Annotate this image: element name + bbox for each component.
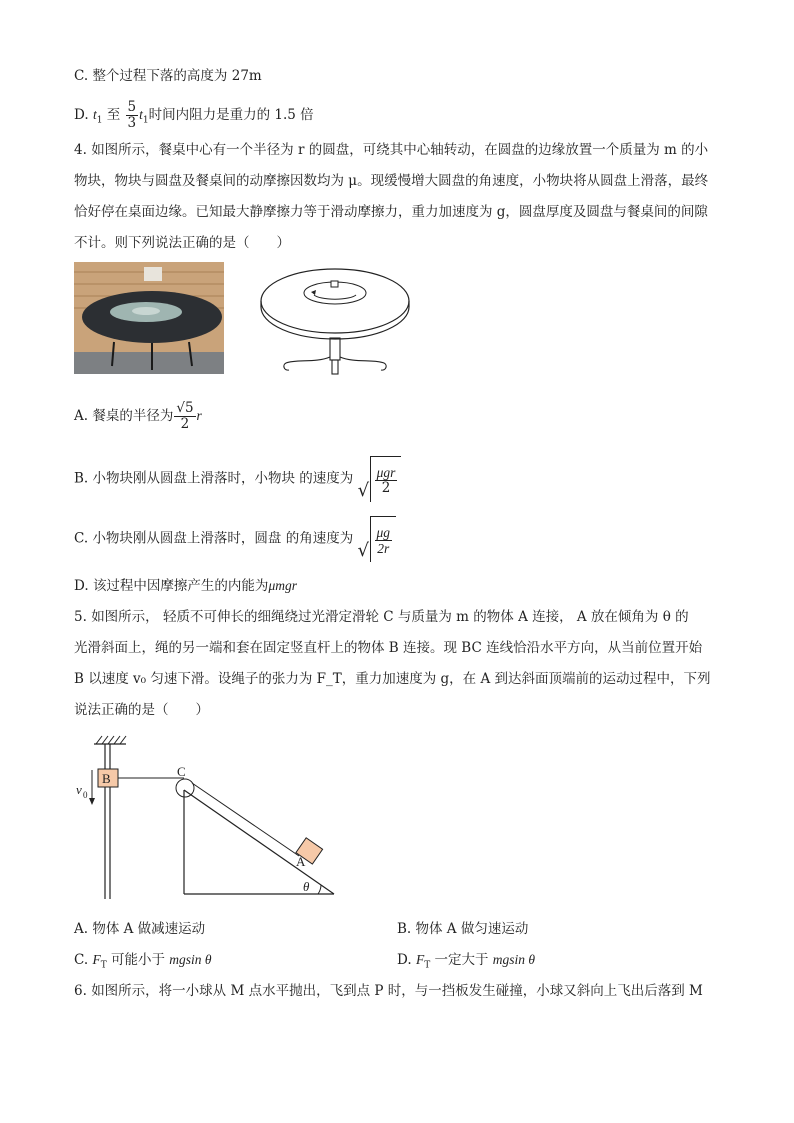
- label-b: B: [102, 771, 111, 786]
- q5-line4: 说法正确的是（ ）: [74, 702, 209, 718]
- q4-line4: 不计。则下列说法正确的是（ ）: [74, 235, 290, 251]
- q4-line3: 恰好停在桌面边缘。已知最大静摩擦力等于滑动摩擦力，重力加速度为 g，圆盘厚度及圆盘与餐桌间的间隙: [74, 204, 708, 220]
- q5-option-b: B. 物体 A 做匀速运动: [397, 921, 529, 937]
- q4-option-b: B. 小物块刚从圆盘上滑落时，小物块 的速度为 √ $\frac{\text{μgr}}{2}$: [74, 456, 401, 500]
- q6-line1: 6. 如图所示，将一小球从 M 点水平抛出，飞到点 P 时，与一挡板发生碰撞，小球又斜向上飞出后落到 M: [74, 983, 703, 999]
- q4-option-a: A. 餐桌的半径为 $\frac{√5}{2}$ r: [74, 400, 202, 432]
- q4-line2: 物块，物块与圆盘及餐桌间的动摩擦因数均为 μ。现缓慢增大圆盘的角速度，小物块将从圆盘上滑落，最终: [74, 173, 709, 189]
- label-theta: θ: [303, 879, 310, 894]
- pulley-incline-diagram: [74, 732, 344, 902]
- q5-option-c: C. $F_T$ 可能小于 mgsin θ: [74, 952, 212, 971]
- q5-option-d: D. $F_T$ 一定大于 mgsin θ: [397, 952, 536, 971]
- label-v: v: [76, 782, 82, 797]
- option-c-prev: C. 整个过程下落的高度为 27m: [74, 68, 262, 84]
- option-d-prev: D. $t_1$ 至 $\frac{5}{3}$ $t_1$时间内阻力是重力的 1.5 倍: [74, 99, 314, 131]
- label-c: C: [177, 764, 186, 779]
- q4-line1: 4. 如图所示，餐桌中心有一个半径为 r 的圆盘，可绕其中心轴转动，在圆盘的边缘放置一个质量为 m 的小: [74, 142, 709, 158]
- q4-option-c: C. 小物块刚从圆盘上滑落时，圆盘 的角速度为 √ $\frac{\mu g}{2r}$: [74, 516, 396, 560]
- label-v-sub: 0: [83, 790, 88, 800]
- fraction-5-3: $\frac{5}{3}$: [127, 99, 137, 131]
- label-a: A: [296, 854, 306, 869]
- table-diagram: [256, 263, 414, 385]
- table-photo: [74, 262, 224, 374]
- q5-option-a: A. 物体 A 做减速运动: [74, 921, 206, 937]
- q5-line3: B 以速度 v₀ 匀速下滑。设绳子的张力为 F_T，重力加速度为 g，在 A 到达斜面顶端前的运动过程中，下列: [74, 671, 711, 687]
- q5-line2: 光滑斜面上，绳的另一端和套在固定竖直杆上的物体 B 连接。现 BC 连线恰沿水平方向，从当前位置开始: [74, 640, 703, 656]
- q4-option-d: D. 该过程中因摩擦产生的内能为μmgr: [74, 578, 297, 594]
- q5-line1: 5. 如图所示， 轻质不可伸长的细绳绕过光滑定滑轮 C 与质量为 m 的物体 A 连接， A 放在倾角为 θ 的: [74, 609, 689, 625]
